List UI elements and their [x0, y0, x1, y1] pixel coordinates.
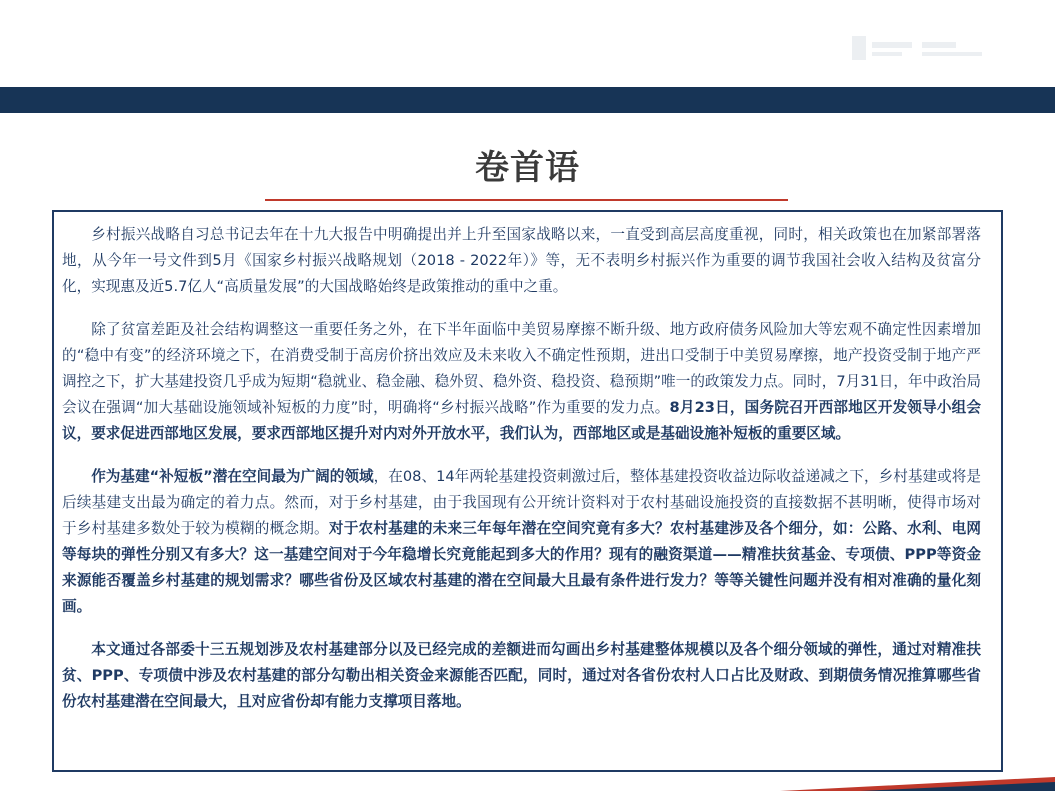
paragraph-1-text: 乡村振兴战略自习总书记去年在十九大报告中明确提出并上升至国家战略以来，一直受到高层高度重视，同时，相关政策也在加紧部署落地，从今年一号文件到5月《国家乡村振兴战略规划（2018 - 2022年）》等，无不表明乡村振兴作为重要的调节我国社会收入结构及贫富分化，实现惠及近5.7亿人“高质量发展”的大国战略始终是政策推动的重中之重。 [62, 226, 981, 295]
paragraph-3-bold-text: 对于农村基建的未来三年每年潜在空间究竟有多大？农村基建涉及各个细分，如：公路、水利、电网等每块的弹性分别又有多大？这一基建空间对于今年稳增长究竟能起到多大的作用？现有的融资渠道——精准扶贫基金、专项债、PPP等资金来源能否覆盖乡村基建的规划需求？哪些省份及区域农村基建的潜在空间最大且最有条件进行发力？等等关键性问题并没有相对准确的量化刻画。 [62, 520, 981, 615]
paragraph-2-text: 除了贫富差距及社会结构调整这一重要任务之外，在下半年面临中美贸易摩擦不断升级、地方政府债务风险加大等宏观不确定性因素增加的“稳中有变”的经济环境之下，在消费受制于高房价挤出效应及未来收入不确定性预期，进出口受制于中美贸易摩擦，地产投资受制于地产严调控之下，扩大基建投资几乎成为短期“稳就业、稳金融、稳外贸、稳外资、稳投资、稳预期”唯一的政策发力点。同时，7月31日，年中政治局会议在强调“加大基础设施领域补短板的力度”时，明确将“乡村振兴战略”作为重要的发力点。 [62, 321, 981, 416]
page-title: 卷首语 [475, 148, 580, 188]
paragraph-2 [62, 317, 981, 447]
paragraph-3-text: ，在08、14年两轮基建投资刺激过后，整体基建投资收益边际收益递减之下，乡村基建或将是后续基建支出最为确定的着力点。然而，对于乡村基建，由于我国现有公开统计资料对于农村基础设施投资的直接数据不甚明晰，使得市场对于乡村基建多数处于较为模糊的概念期。 [62, 468, 981, 537]
title-underline [265, 199, 788, 201]
paragraph-3 [62, 464, 981, 620]
content-box [52, 210, 1003, 772]
paragraph-1 [62, 222, 981, 300]
paragraph-4-bold-text: 本文通过各部委十三五规划涉及农村基建部分以及已经完成的差额进而勾画出乡村基建整体规模以及各个细分领域的弹性，通过对精准扶贫、PPP、专项债中涉及农村基建的部分勾勒出相关资金来源能否匹配，同时，通过对各省份农村人口占比及财政、到期债务情况推算哪些省份农村基建潜在空间最大，且对应省份却有能力支撑项目落地。 [62, 641, 981, 710]
paragraph-3-bold-lead: 作为基建“补短板”潜在空间最为广阔的领域 [91, 468, 374, 485]
brand-logo-watermark-icon [846, 28, 1006, 68]
header-bar [0, 87, 1055, 113]
paragraph-2-bold-text: 8月23日，国务院召开西部地区开发领导小组会议，要求促进西部地区发展，要求西部地区提升对内对外开放水平，我们认为，西部地区或是基础设施补短板的重要区域。 [62, 399, 982, 442]
bottom-accent-icon [0, 777, 1055, 791]
paragraph-4 [62, 637, 981, 715]
